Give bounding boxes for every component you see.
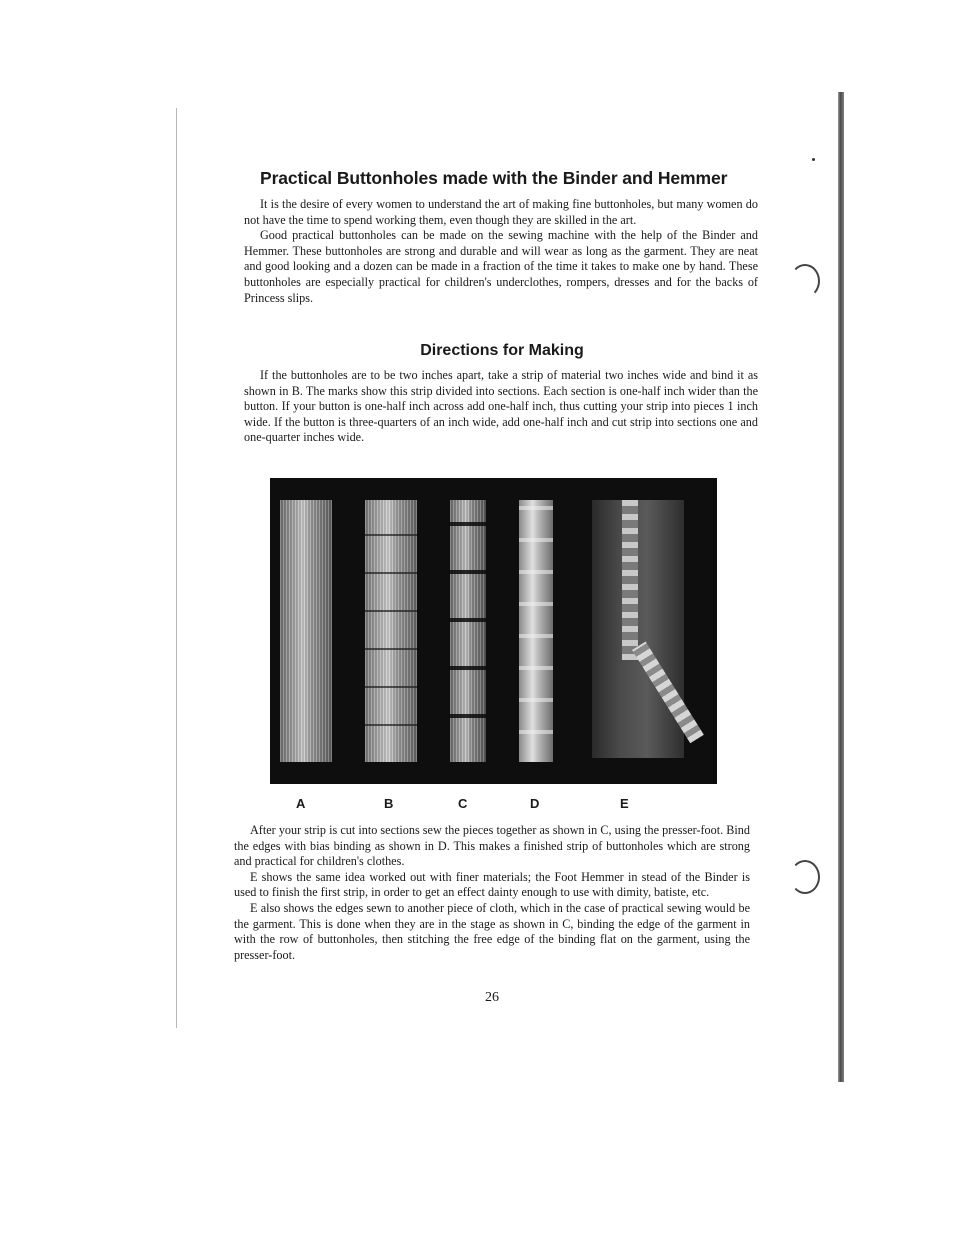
figure-label-d: D [530, 796, 540, 811]
figure-label-e: E [620, 796, 629, 811]
strip-b-image [365, 500, 417, 762]
intro-paragraph-2: Good practical buttonholes can be made on the sewing machine with the help of the Binder and Hemmer. These buttonholes are strong and durable and will wear as long as the garment. They are neat and good looking and a dozen can be made in a fraction of the time it takes to make one by hand. These buttonholes are especially practical for children's underclothes, rompers, dresses and for the backs of Princess slips. [244, 228, 758, 305]
closing-paragraph-3: E also shows the edges sewn to another piece of cloth, which in the case of practical sewing would be the garment. This is done when they are in the stage as shown in C, binding the edge of the garment in with the row of buttonholes, then stitching the free edge of the binding flat on the garment, using the presser-foot. [234, 900, 750, 962]
intro-paragraph-1: It is the desire of every women to understand the art of making fine buttonholes, but many women do not have the time to spend working them, even though they are skilled in the art. [244, 197, 758, 227]
directions-paragraph: If the buttonholes are to be two inches apart, take a strip of material two inches wide and bind it as shown in B. The marks show this strip divided into sections. Each section is one-half inch wider than the button. If your button is one-half inch across add one-half inch, thus cutting your strip into pieces 1 inch wide. If the button is three-quarters of an inch wide, add one-half inch and cut strip into sections one and one-quarter inches wide. [244, 368, 758, 445]
page-number: 26 [485, 990, 499, 1005]
closing-text [234, 823, 750, 963]
page-edge-left [176, 108, 177, 1028]
figure-label-a: A [296, 796, 306, 811]
page-speck [812, 158, 815, 161]
closing-paragraph-1: After your strip is cut into sections sew the pieces together as shown in C, using the presser-foot. Bind the edges with bias binding as shown in D. This makes a finished strip of buttonholes which are strong and practical for children's clothes. [234, 823, 750, 869]
closing-paragraph-2: E shows the same idea worked out with finer materials; the Foot Hemmer in stead of the Binder is used to finish the first strip, in order to get an effect dainty enough to use with dimity, batiste, etc. [234, 869, 750, 900]
directions-text [244, 368, 758, 446]
page-edge-right [838, 92, 844, 1082]
page-title: Practical Buttonholes made with the Binder and Hemmer [260, 168, 728, 188]
binder-hole-bottom [790, 860, 820, 894]
strip-c-image [450, 500, 486, 762]
section-heading-directions: Directions for Making [420, 342, 584, 359]
strip-d-image [519, 500, 553, 762]
intro-text [244, 197, 758, 306]
figure-label-c: C [458, 796, 468, 811]
strip-e-image [592, 500, 684, 758]
binder-hole-top [790, 264, 820, 298]
figure-label-b: B [384, 796, 394, 811]
buttonhole-photo [270, 478, 717, 784]
strip-a-image [280, 500, 332, 762]
